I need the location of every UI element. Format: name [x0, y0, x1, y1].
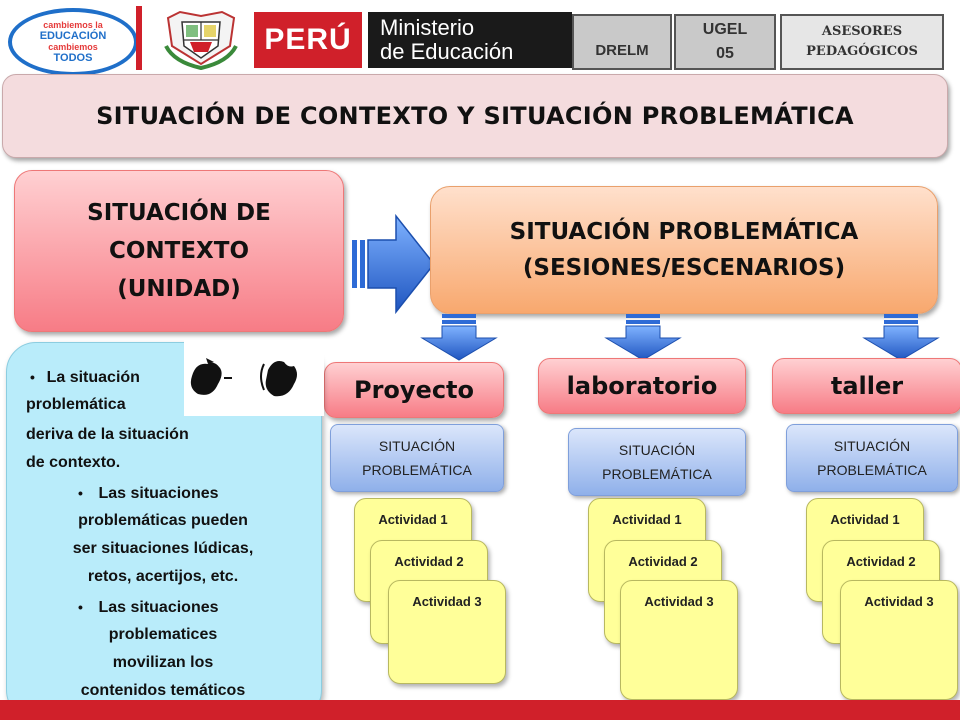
activity-card: Actividad 2 [822, 540, 940, 644]
down-arrow-icon [420, 312, 498, 362]
asesores-line: PEDAGÓGICOS [806, 44, 918, 59]
scenario-problem-line: SITUACIÓN [378, 438, 456, 454]
info-text: retos, acertijos, etc. [87, 568, 239, 585]
bullet-icon: • [30, 369, 47, 385]
right-arrow-icon [350, 212, 436, 316]
slide-title-text: SITUACIÓN DE CONTEXTO Y SITUACIÓN PROBLEMÁTICA [96, 102, 854, 130]
globe-icon [184, 340, 324, 416]
scenario-problem-line: PROBLEMÁTICA [602, 466, 712, 482]
ugel-line: 05 [716, 45, 734, 62]
info-bullet-3 [78, 596, 219, 619]
info-bullet-1 [30, 366, 140, 389]
ministry-logo [368, 12, 572, 68]
logo-line: TODOS [53, 52, 93, 64]
asesores-line: ASESORES [821, 24, 903, 39]
scenario-problem-line: SITUACIÓN [833, 438, 911, 454]
ugel-badge [674, 14, 776, 70]
scenario-problem-box [568, 428, 746, 496]
down-arrow-icon [604, 312, 682, 362]
scenario-problem-line: PROBLEMÁTICA [817, 462, 927, 478]
down-arrow-icon [862, 312, 940, 362]
info-bullet-2 [78, 482, 219, 505]
context-line: (UNIDAD) [117, 276, 241, 302]
info-text: ser situaciones lúdicas, [72, 540, 254, 557]
logo-line: cambiemos [48, 42, 98, 52]
activity-card: Actividad 1 [588, 498, 706, 602]
info-text: problemática [26, 396, 126, 413]
bullet-icon: • [78, 485, 99, 501]
asesores-badge [780, 14, 944, 70]
scenario-problem-line: SITUACIÓN [618, 442, 696, 458]
activity-card: Actividad 3 [388, 580, 506, 684]
bullet-icon: • [78, 599, 99, 615]
logo-line: cambiemos la [43, 20, 103, 30]
info-text: deriva de la situación [26, 426, 189, 443]
activity-card: Actividad 2 [370, 540, 488, 644]
activity-card: Actividad 3 [620, 580, 738, 700]
ministry-line: Ministerio [380, 15, 475, 40]
activity-card: Actividad 3 [840, 580, 958, 700]
footer-strip [0, 700, 960, 720]
logo-line: EDUCACIÓN [39, 30, 107, 42]
decorative-image [184, 340, 324, 416]
info-text: contenidos temáticos [80, 682, 246, 699]
activity-card: Actividad 1 [806, 498, 924, 602]
header-divider [136, 6, 142, 70]
context-situation-box [14, 170, 344, 332]
info-text: movilizan los [112, 654, 214, 671]
scenario-label-taller: taller [772, 358, 960, 414]
info-text: La situación [46, 369, 140, 386]
info-text: problemáticas pueden [78, 512, 248, 529]
info-text: de contexto. [26, 454, 121, 471]
activity-card: Actividad 2 [604, 540, 722, 644]
activity-card: Actividad 1 [354, 498, 472, 602]
campaign-logo [8, 8, 138, 76]
ministry-line: de Educación [380, 39, 514, 64]
drelm-badge: DRELM [572, 14, 672, 70]
scenario-label-proyecto: Proyecto [324, 362, 504, 418]
scenario-problem-box [786, 424, 958, 492]
problem-line: (SESIONES/ESCENARIOS) [522, 255, 846, 281]
context-line: CONTEXTO [108, 238, 250, 264]
scenario-label-laboratorio: laboratorio [538, 358, 746, 414]
ugel-line: UGEL [702, 21, 748, 38]
info-text: Las situaciones [98, 599, 219, 616]
problem-situation-box [430, 186, 938, 314]
slide-title [2, 74, 948, 158]
info-text: problematices [108, 626, 218, 643]
context-line: SITUACIÓN DE [87, 200, 271, 226]
problem-line: SITUACIÓN PROBLEMÁTICA [509, 219, 859, 245]
info-text: Las situaciones [98, 485, 219, 502]
scenario-problem-line: PROBLEMÁTICA [362, 462, 472, 478]
scenario-problem-box [330, 424, 504, 492]
peru-logo: PERÚ [254, 12, 362, 68]
coat-of-arms-icon [160, 6, 242, 70]
